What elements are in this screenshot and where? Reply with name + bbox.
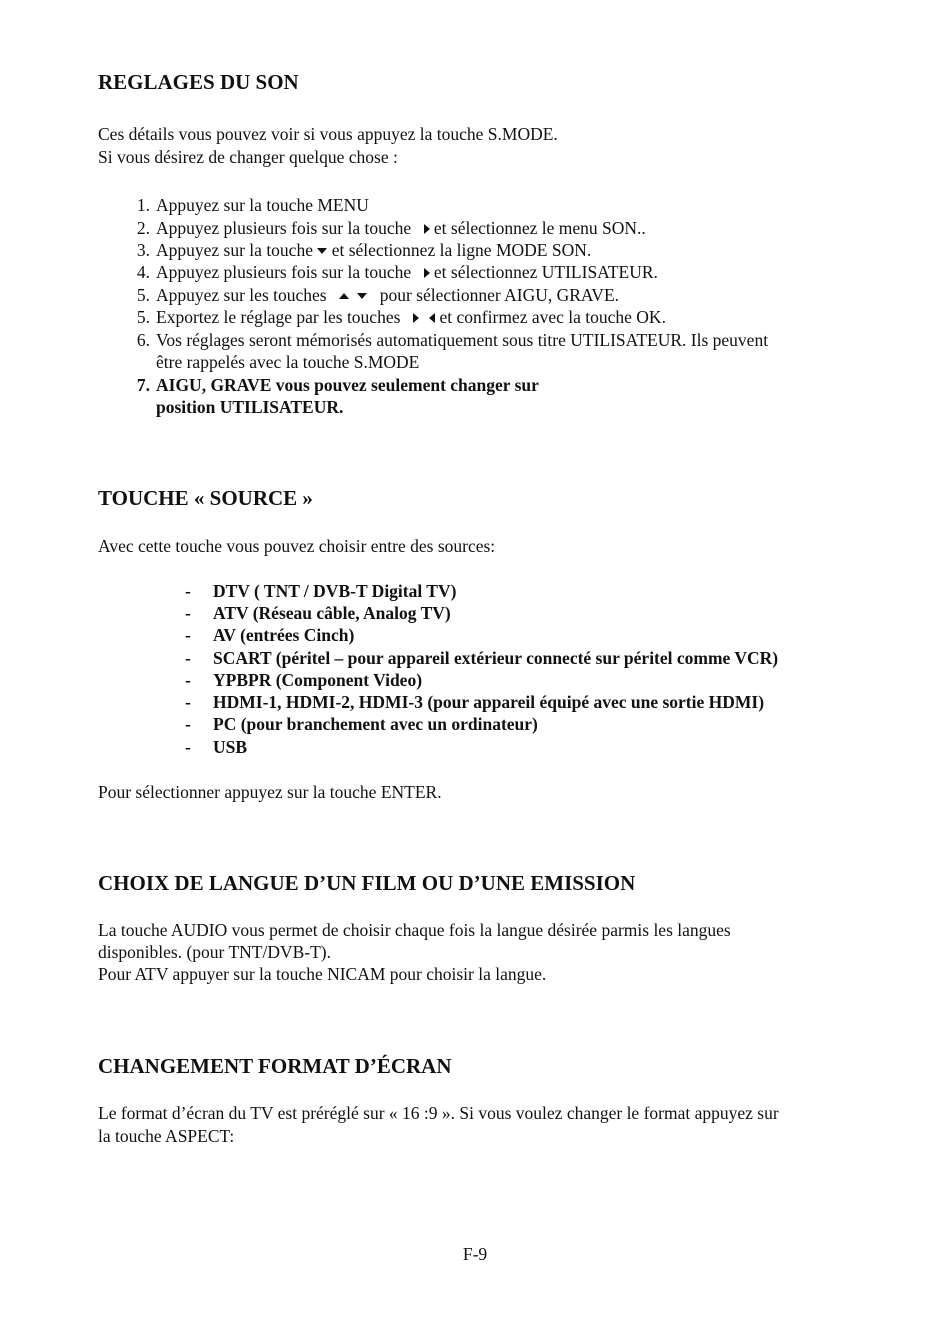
source-label: PC (pour branchement avec un ordinateur) [213,714,538,734]
list-text: et sélectionnez le menu SON.. [433,218,646,238]
source-label: ATV (Réseau câble, Analog TV) [213,603,451,623]
list-text: et confirmez avec la touche OK. [439,307,666,327]
paragraph: Avec cette touche vous pouvez choisir entre des sources: [98,536,496,556]
section-title-son: REGLAGES DU SON [98,70,299,94]
list-dash: - [185,714,191,734]
list-dash: - [185,603,191,623]
list-text: et sélectionnez la ligne MODE SON. [331,240,592,260]
list-text: et sélectionnez UTILISATEUR. [433,262,658,282]
arrow-right-icon [424,224,430,234]
arrow-right-icon [424,268,430,278]
source-label: HDMI-1, HDMI-2, HDMI-3 (pour appareil équipé avec une sortie HDMI) [213,692,765,712]
list-text: pour sélectionner AIGU, GRAVE. [379,285,620,305]
list-dash: - [185,692,191,712]
list-dash: - [185,670,191,690]
paragraph: Pour ATV appuyer sur la touche NICAM pour choisir la langue. [98,964,547,984]
list-number: 6. [136,330,150,350]
list-text: Appuyez sur les touches [156,285,327,305]
list-number: 7. [136,375,150,395]
section-title-source: TOUCHE « SOURCE » [98,486,313,510]
list-text: Vos réglages seront mémorisés automatiquement sous titre UTILISATEUR. Ils peuvent [156,330,769,350]
list-number: 4. [136,262,150,282]
list-number: 2. [136,218,150,238]
paragraph: Pour sélectionner appuyez sur la touche ENTER. [98,782,442,802]
paragraph: La touche AUDIO vous permet de choisir chaque fois la langue désirée parmis les langues [98,920,731,940]
list-text: être rappelés avec la touche S.MODE [156,352,420,372]
source-label: YPBPR (Component Video) [213,670,423,690]
list-text: AIGU, GRAVE vous pouvez seulement changer sur [156,375,539,395]
list-number: 5. [136,285,150,305]
list-text: Exportez le réglage par les touches [156,307,401,327]
source-label: USB [213,737,248,757]
section-title-format: CHANGEMENT FORMAT D’ÉCRAN [98,1054,452,1078]
list-text: Appuyez plusieurs fois sur la touche [156,218,412,238]
paragraph: Si vous désirez de changer quelque chose : [98,147,398,167]
arrow-down-icon [317,248,327,254]
list-dash: - [185,625,191,645]
list-text: Appuyez plusieurs fois sur la touche [156,262,412,282]
source-label: SCART (péritel – pour appareil extérieur connecté sur péritel comme VCR) [213,648,779,668]
page-number: F-9 [462,1244,488,1264]
list-number: 1. [136,195,150,215]
arrow-left-icon [429,313,435,323]
paragraph: Ces détails vous pouvez voir si vous appuyez la touche S.MODE. [98,124,558,144]
arrow-up-icon [339,293,349,299]
list-number: 3. [136,240,150,260]
list-dash: - [185,737,191,757]
list-number: 5. [136,307,150,327]
section-title-langue: CHOIX DE LANGUE D’UN FILM OU D’UNE EMISSION [98,871,636,895]
paragraph: Le format d’écran du TV est préréglé sur « 16 :9 ». Si vous voulez changer le format appuyez sur [98,1103,779,1123]
source-label: DTV ( TNT / DVB-T Digital TV) [213,581,457,601]
list-dash: - [185,648,191,668]
list-text: position UTILISATEUR. [156,397,344,417]
arrow-down-icon [357,293,367,299]
list-text: Appuyez sur la touche MENU [156,195,369,215]
paragraph: disponibles. (pour TNT/DVB-T). [98,942,331,962]
arrow-right-icon [413,313,419,323]
list-text: Appuyez sur la touche [156,240,313,260]
list-dash: - [185,581,191,601]
source-label: AV (entrées Cinch) [213,625,355,645]
paragraph: la touche ASPECT: [98,1126,235,1146]
